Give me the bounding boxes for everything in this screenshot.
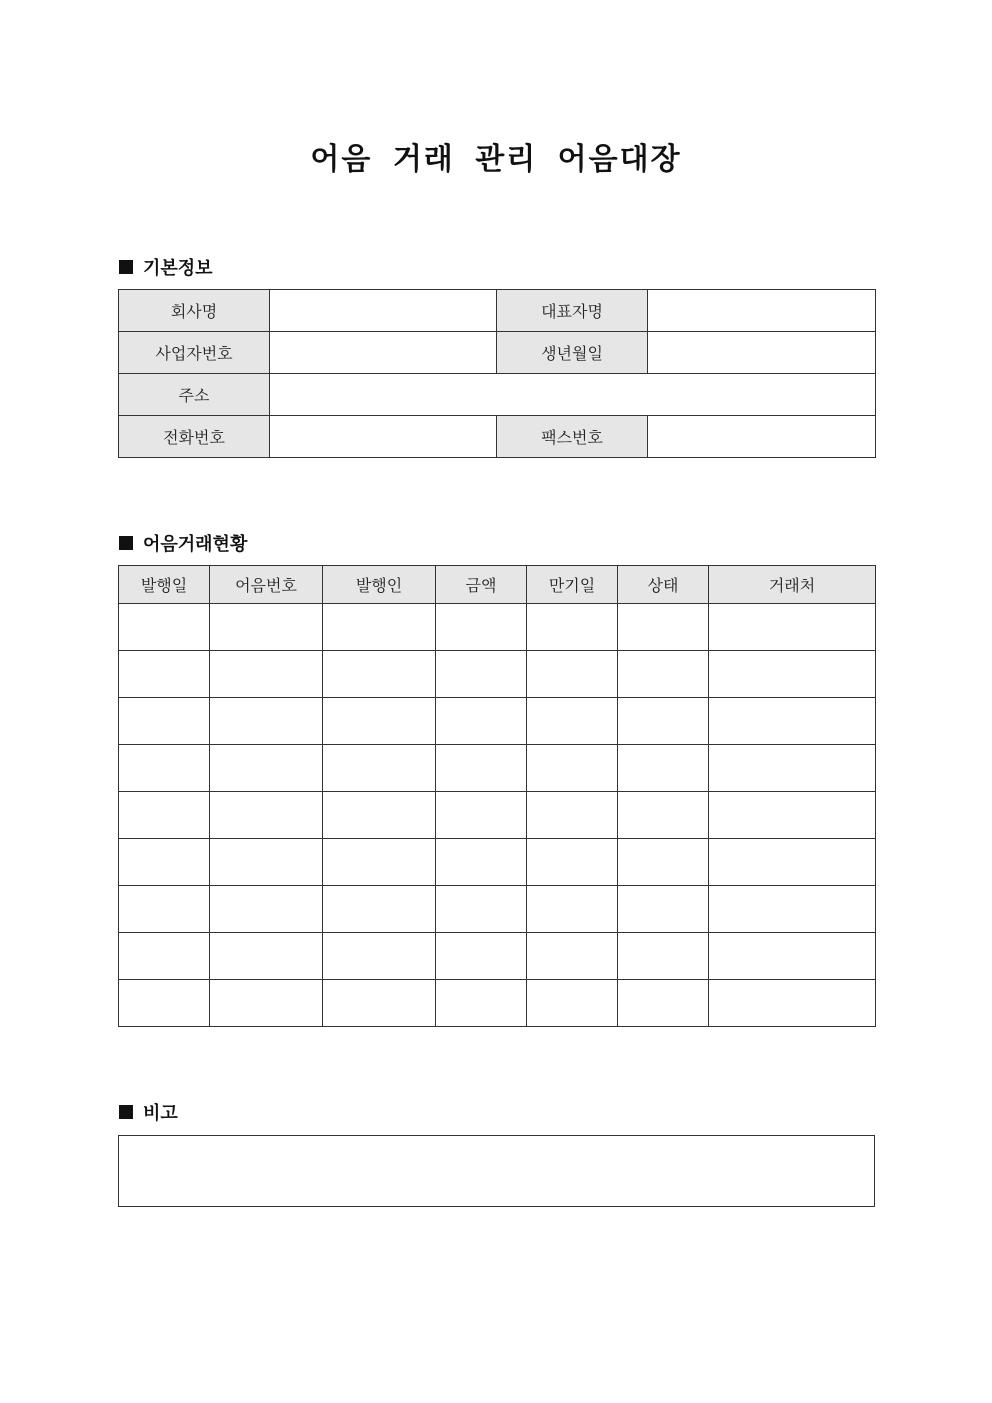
trade-table-cell[interactable] (618, 651, 709, 698)
trade-column-header: 상태 (618, 566, 709, 604)
trade-table-cell[interactable] (618, 886, 709, 933)
trade-table-cell[interactable] (527, 792, 618, 839)
trade-column-header: 금액 (436, 566, 527, 604)
trade-table-cell[interactable] (436, 933, 527, 980)
trade-table-cell[interactable] (618, 604, 709, 651)
trade-table-cell[interactable] (618, 933, 709, 980)
trade-table-cell[interactable] (119, 698, 210, 745)
trade-table-row (119, 980, 876, 1027)
fax-field[interactable] (648, 416, 876, 458)
trade-table-cell[interactable] (618, 839, 709, 886)
representative-label: 대표자명 (497, 290, 648, 332)
trade-table-cell[interactable] (323, 604, 436, 651)
trade-table-cell[interactable] (709, 698, 876, 745)
basic-info-heading-label: 기본정보 (143, 258, 213, 279)
trade-table-cell[interactable] (709, 839, 876, 886)
address-label: 주소 (119, 374, 270, 416)
fax-label: 팩스번호 (497, 416, 648, 458)
trade-table-cell[interactable] (119, 604, 210, 651)
trade-table-cell[interactable] (119, 933, 210, 980)
trade-table-cell[interactable] (436, 604, 527, 651)
document-title: 어음 거래 관리 어음대장 (310, 142, 682, 177)
trade-table-cell[interactable] (436, 745, 527, 792)
trade-table-cell[interactable] (618, 745, 709, 792)
trade-table-cell[interactable] (436, 980, 527, 1027)
basic-info-heading (119, 254, 213, 280)
remarks-field[interactable] (118, 1135, 875, 1207)
trade-table-cell[interactable] (210, 698, 323, 745)
trade-table-cell[interactable] (436, 839, 527, 886)
trade-table-cell[interactable] (210, 745, 323, 792)
trade-status-table (118, 565, 876, 1027)
trade-table-cell[interactable] (709, 933, 876, 980)
trade-table-cell[interactable] (709, 980, 876, 1027)
trade-table-cell[interactable] (618, 980, 709, 1027)
trade-table-row (119, 651, 876, 698)
basic-info-table (118, 289, 876, 458)
trade-table-header-row (119, 566, 876, 604)
trade-table-cell[interactable] (119, 886, 210, 933)
trade-table-row (119, 839, 876, 886)
trade-table-cell[interactable] (527, 933, 618, 980)
trade-table-cell[interactable] (436, 698, 527, 745)
trade-table-cell[interactable] (210, 792, 323, 839)
business-number-field[interactable] (270, 332, 497, 374)
trade-column-header: 발행인 (323, 566, 436, 604)
trade-table-row (119, 604, 876, 651)
trade-table-row (119, 745, 876, 792)
trade-table-cell[interactable] (210, 651, 323, 698)
square-bullet-icon (119, 536, 133, 550)
trade-table-cell[interactable] (527, 886, 618, 933)
trade-table-cell[interactable] (323, 839, 436, 886)
trade-table-cell[interactable] (436, 792, 527, 839)
trade-table-cell[interactable] (323, 698, 436, 745)
trade-status-heading-label: 어음거래현황 (143, 534, 248, 555)
phone-label: 전화번호 (119, 416, 270, 458)
square-bullet-icon (119, 260, 133, 274)
trade-table-cell[interactable] (323, 745, 436, 792)
trade-table-cell[interactable] (323, 886, 436, 933)
basic-info-row (119, 374, 876, 416)
trade-table-cell[interactable] (618, 698, 709, 745)
trade-table-row (119, 886, 876, 933)
basic-info-row (119, 290, 876, 332)
trade-table-cell[interactable] (436, 886, 527, 933)
remarks-heading (119, 1099, 178, 1125)
trade-table-cell[interactable] (618, 792, 709, 839)
phone-field[interactable] (270, 416, 497, 458)
trade-table-cell[interactable] (527, 698, 618, 745)
trade-table-cell[interactable] (323, 651, 436, 698)
trade-table-cell[interactable] (527, 604, 618, 651)
trade-column-header: 만기일 (527, 566, 618, 604)
trade-table-cell[interactable] (210, 839, 323, 886)
trade-table-cell[interactable] (709, 792, 876, 839)
trade-table-cell[interactable] (436, 651, 527, 698)
trade-table-cell[interactable] (709, 745, 876, 792)
trade-table-cell[interactable] (709, 886, 876, 933)
trade-table-row (119, 698, 876, 745)
birth-date-label: 생년월일 (497, 332, 648, 374)
trade-table-cell[interactable] (527, 745, 618, 792)
trade-table-cell[interactable] (210, 933, 323, 980)
representative-field[interactable] (648, 290, 876, 332)
trade-column-header: 발행일 (119, 566, 210, 604)
trade-table-cell[interactable] (323, 792, 436, 839)
trade-table-cell[interactable] (119, 980, 210, 1027)
trade-table-cell[interactable] (527, 980, 618, 1027)
trade-table-cell[interactable] (210, 604, 323, 651)
company-name-label: 회사명 (119, 290, 270, 332)
trade-table-cell[interactable] (210, 886, 323, 933)
trade-table-cell[interactable] (709, 651, 876, 698)
basic-info-row (119, 332, 876, 374)
birth-date-field[interactable] (648, 332, 876, 374)
trade-table-cell[interactable] (527, 839, 618, 886)
trade-table-cell[interactable] (119, 839, 210, 886)
trade-table-cell[interactable] (709, 604, 876, 651)
trade-table-cell[interactable] (119, 651, 210, 698)
remarks-heading-label: 비고 (143, 1103, 178, 1124)
trade-table-cell[interactable] (323, 980, 436, 1027)
basic-info-row (119, 416, 876, 458)
trade-table-cell[interactable] (119, 792, 210, 839)
trade-table-row (119, 792, 876, 839)
trade-column-header: 거래처 (709, 566, 876, 604)
trade-column-header: 어음번호 (210, 566, 323, 604)
trade-table-cell[interactable] (323, 933, 436, 980)
trade-table-cell[interactable] (119, 745, 210, 792)
square-bullet-icon (119, 1105, 133, 1119)
business-number-label: 사업자번호 (119, 332, 270, 374)
trade-table-row (119, 933, 876, 980)
trade-status-heading (119, 530, 247, 556)
address-field[interactable] (270, 374, 876, 416)
trade-table-cell[interactable] (527, 651, 618, 698)
trade-table-cell[interactable] (210, 980, 323, 1027)
company-name-field[interactable] (270, 290, 497, 332)
